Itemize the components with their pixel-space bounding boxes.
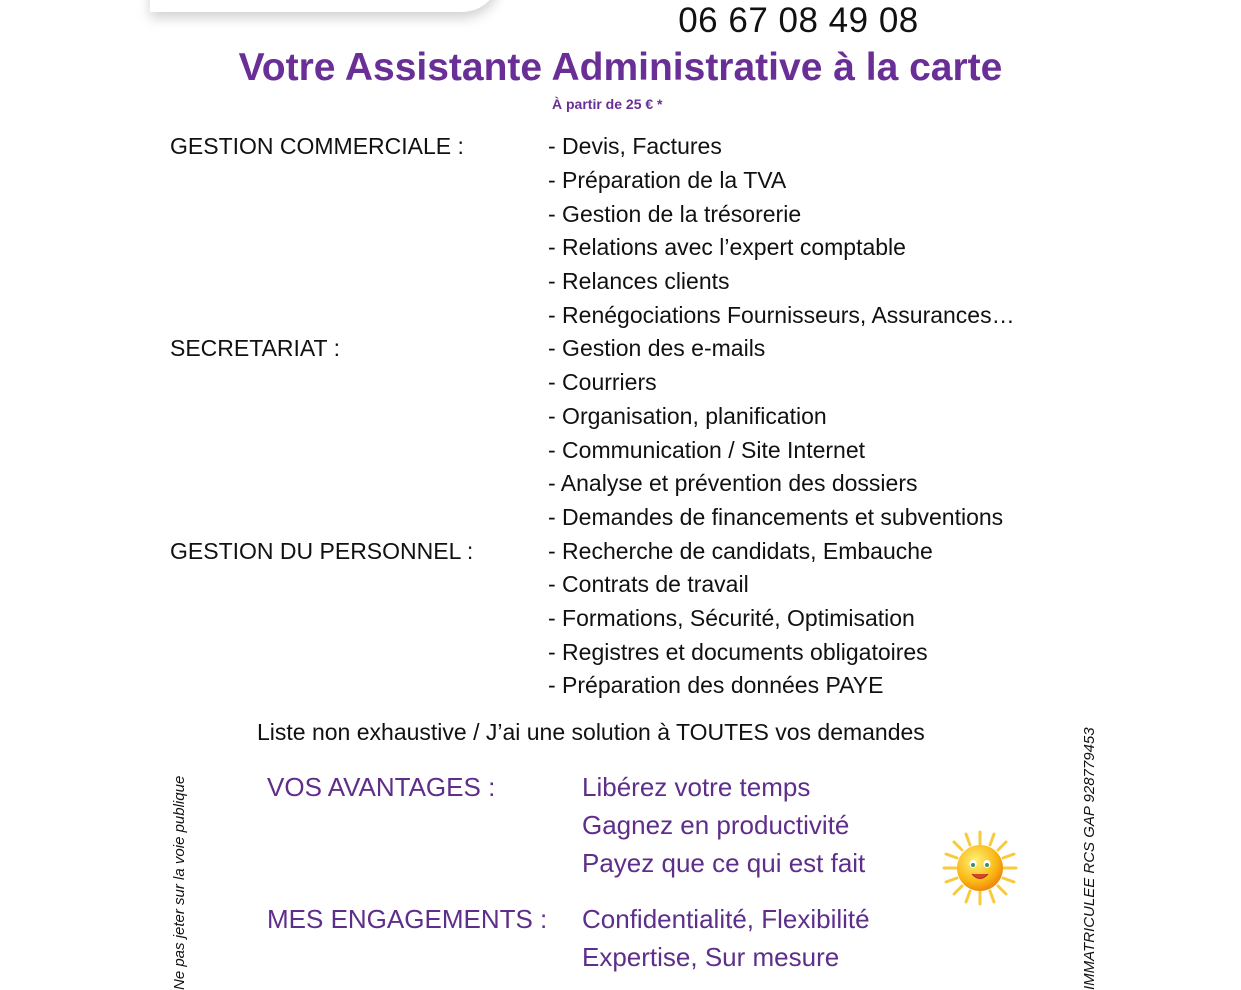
service-item: - Formations, Sécurité, Optimisation	[548, 604, 915, 631]
service-row	[170, 534, 1015, 568]
service-item: - Gestion de la trésorerie	[548, 200, 802, 227]
service-row	[170, 635, 1015, 669]
service-row	[170, 501, 1015, 535]
service-row	[170, 332, 1015, 366]
service-item: - Recherche de candidats, Embauche	[548, 537, 933, 564]
side-note-right: IMMATRICULEE RCS GAP 928779453	[1081, 727, 1098, 990]
benefit-row	[267, 938, 870, 976]
smiling-sun-icon	[942, 830, 1018, 906]
service-item: - Relations avec l’expert comptable	[548, 234, 906, 261]
service-item: - Courriers	[548, 369, 657, 396]
service-row	[170, 467, 1015, 501]
service-category: GESTION DU PERSONNEL :	[170, 537, 474, 564]
service-item: - Préparation de la TVA	[548, 167, 787, 194]
service-row	[170, 366, 1015, 400]
price-subtitle: À partir de 25 € *	[552, 96, 663, 112]
spacer	[267, 882, 870, 900]
service-category: SECRETARIAT :	[170, 335, 340, 362]
advantage-item: Libérez votre temps	[582, 771, 811, 802]
service-item: - Demandes de financements et subventions	[548, 503, 1004, 530]
commitments-label: MES ENGAGEMENTS :	[267, 903, 548, 934]
side-note-left: Ne pas jeter sur la voie publique	[171, 775, 188, 990]
services-list	[170, 130, 1015, 703]
commitment-item: Confidentialité, Flexibilité	[582, 903, 870, 934]
service-row	[170, 669, 1015, 703]
service-row	[170, 298, 1015, 332]
service-row	[170, 130, 1015, 164]
service-item: - Gestion des e-mails	[548, 335, 766, 362]
benefit-row	[267, 844, 870, 882]
service-item: - Organisation, planification	[548, 402, 827, 429]
title-text: Votre Assistante Administrative à la carte	[238, 46, 1003, 89]
service-item: - Devis, Factures	[548, 133, 722, 160]
benefit-row	[267, 768, 870, 806]
advantage-item: Gagnez en productivité	[582, 809, 850, 840]
page-title	[0, 44, 1241, 92]
service-item: - Analyse et prévention des dossiers	[548, 470, 918, 497]
service-category: GESTION COMMERCIALE :	[170, 133, 464, 160]
service-row	[170, 164, 1015, 198]
service-row	[170, 197, 1015, 231]
service-row	[170, 568, 1015, 602]
service-item: - Préparation des données PAYE	[548, 672, 884, 699]
service-item: - Renégociations Fournisseurs, Assurances…	[548, 301, 1015, 328]
phone-number	[0, 0, 1241, 42]
advantages-label: VOS AVANTAGES :	[267, 771, 496, 802]
service-row	[170, 231, 1015, 265]
advantage-item: Payez que ce qui est fait	[582, 847, 866, 878]
benefit-row	[267, 900, 870, 938]
service-row	[170, 433, 1015, 467]
benefits-section	[267, 768, 870, 976]
service-row	[170, 265, 1015, 299]
service-item: - Registres et documents obligatoires	[548, 638, 928, 665]
service-item: - Communication / Site Internet	[548, 436, 866, 463]
service-row	[170, 400, 1015, 434]
service-item: - Contrats de travail	[548, 571, 749, 598]
service-item: - Relances clients	[548, 268, 730, 295]
benefit-row	[267, 806, 870, 844]
service-row	[170, 602, 1015, 636]
phone-text: 06 67 08 49 08	[678, 1, 919, 40]
commitment-item: Expertise, Sur mesure	[582, 941, 840, 972]
list-note: Liste non exhaustive / J’ai une solution à TOUTES vos demandes	[257, 719, 925, 745]
